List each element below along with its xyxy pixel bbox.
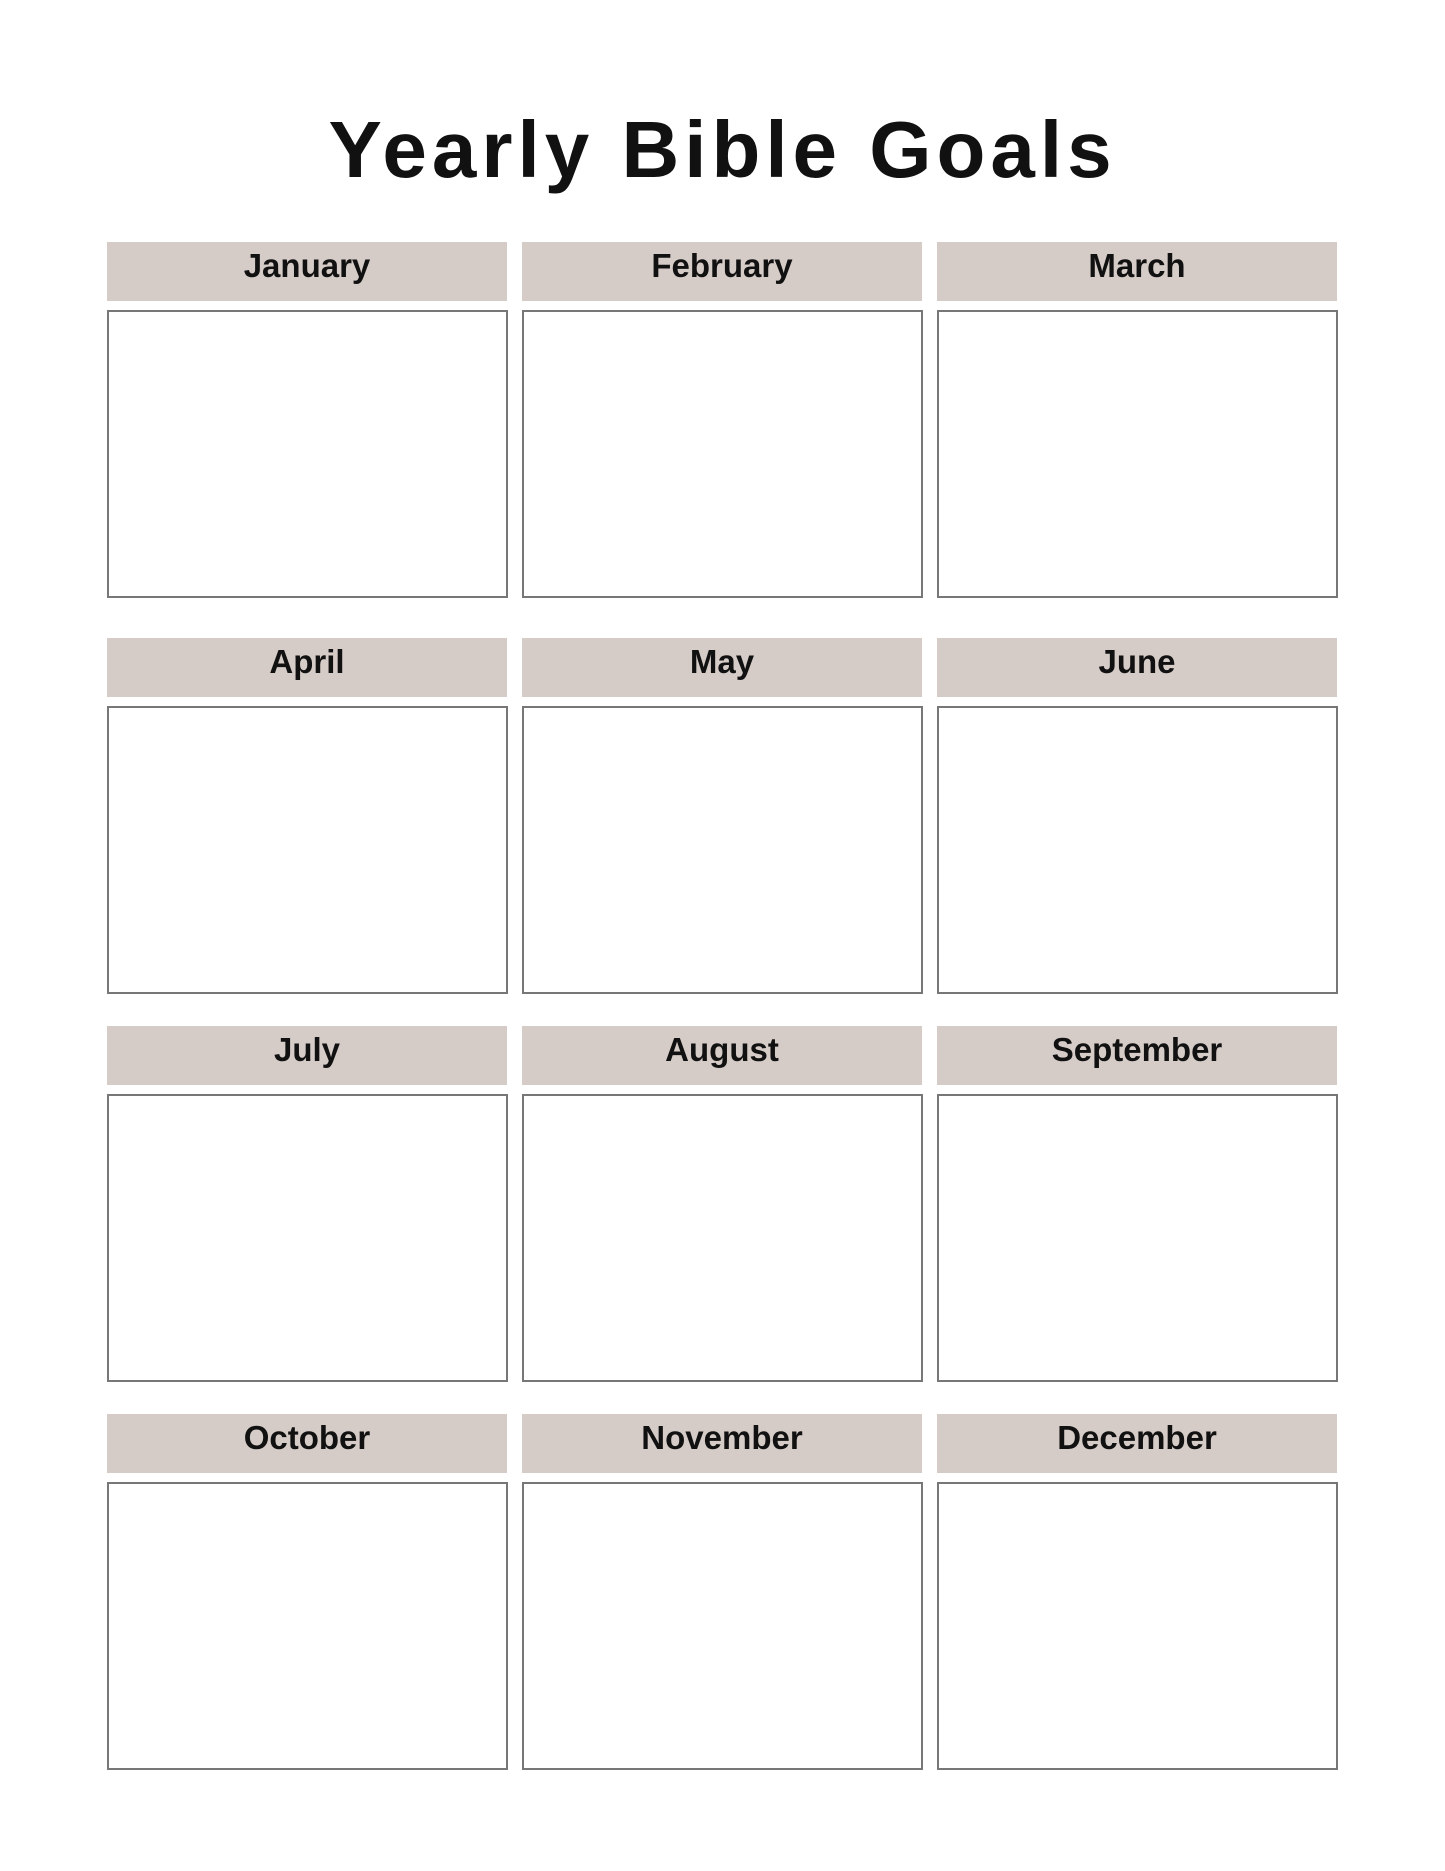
goal-box[interactable] bbox=[937, 1482, 1338, 1770]
month-header: May bbox=[522, 638, 922, 697]
goal-box[interactable] bbox=[522, 310, 923, 598]
month-may bbox=[522, 638, 922, 996]
month-july bbox=[107, 1026, 507, 1384]
month-header: July bbox=[107, 1026, 507, 1085]
goal-box[interactable] bbox=[107, 310, 508, 598]
page-title: Yearly Bible Goals bbox=[328, 105, 1117, 194]
month-header: June bbox=[937, 638, 1337, 697]
goal-box[interactable] bbox=[522, 1094, 923, 1382]
goal-box[interactable] bbox=[107, 1094, 508, 1382]
month-february bbox=[522, 242, 922, 600]
month-october bbox=[107, 1414, 507, 1772]
month-header: September bbox=[937, 1026, 1337, 1085]
month-november bbox=[522, 1414, 922, 1772]
month-header: December bbox=[937, 1414, 1337, 1473]
month-header: August bbox=[522, 1026, 922, 1085]
month-june bbox=[937, 638, 1337, 996]
goal-box[interactable] bbox=[937, 706, 1338, 994]
month-header: January bbox=[107, 242, 507, 301]
month-december bbox=[937, 1414, 1337, 1772]
month-grid bbox=[107, 242, 1337, 1772]
month-april bbox=[107, 638, 507, 996]
month-header: February bbox=[522, 242, 922, 301]
month-header: March bbox=[937, 242, 1337, 301]
goal-box[interactable] bbox=[937, 1094, 1338, 1382]
month-august bbox=[522, 1026, 922, 1384]
goal-box[interactable] bbox=[522, 1482, 923, 1770]
goal-box[interactable] bbox=[522, 706, 923, 994]
month-march bbox=[937, 242, 1337, 600]
month-september bbox=[937, 1026, 1337, 1384]
month-header: October bbox=[107, 1414, 507, 1473]
month-january bbox=[107, 242, 507, 600]
month-header: April bbox=[107, 638, 507, 697]
goal-box[interactable] bbox=[107, 706, 508, 994]
goal-box[interactable] bbox=[937, 310, 1338, 598]
goal-box[interactable] bbox=[107, 1482, 508, 1770]
month-header: November bbox=[522, 1414, 922, 1473]
